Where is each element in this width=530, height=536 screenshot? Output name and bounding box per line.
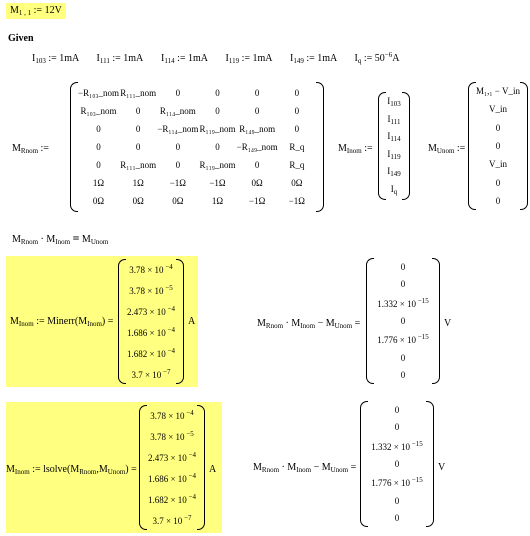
current-assignments	[32, 51, 399, 65]
mrnom-cell: 0	[175, 142, 181, 152]
constraint-equation[interactable]: $M_{Rnom} \cdot M_{Inom} = M_{Unom}$	[12, 231, 109, 246]
mrnom-cell: 0	[254, 106, 260, 116]
residual-entry: 1.332 × 10 $^{-15}$	[377, 296, 429, 309]
assign-iq[interactable]: $I_q$ := $50^{-6}A$	[354, 51, 400, 65]
assign-i149[interactable]: $I_{149}$ := 1mA	[290, 53, 338, 65]
mrnom-cell: 0	[135, 106, 141, 116]
mrnom-cell: −R₁₄₉_nom	[236, 142, 278, 152]
mrnom-cell: R₁₁₉_nom	[199, 124, 236, 134]
mrnom-cell: R₁₁₄_nom	[159, 106, 196, 116]
solution-entry: 3.78 × 10 $^{-5}$	[129, 284, 173, 296]
residual-entry: 0	[394, 495, 400, 506]
residual-entry: 0	[394, 422, 400, 433]
mrnom-cell: 0Ω	[172, 196, 184, 206]
residual-entry: 0	[400, 315, 406, 326]
residual-entry: 0	[400, 262, 406, 272]
minom-entry: $I_{149}$	[387, 166, 401, 179]
mrnom-cell: R₁₁₁_nom	[120, 160, 157, 170]
solution-entry: 1.682 × 10 $^{-4}$	[126, 347, 176, 359]
mrnom-cell: −1Ω	[209, 178, 226, 188]
mrnom-cell: 0Ω	[251, 178, 263, 188]
residual-2-label: $M_{Rnom} \cdot M_{Inom} - M_{Unom}$ =	[253, 462, 357, 474]
mrnom-label: $M_{Rnom}$ :=	[12, 143, 49, 155]
mrnom-cell: R₁₁₉_nom	[199, 160, 236, 170]
residual-2-vector	[360, 401, 434, 527]
munom-entry: 0	[495, 195, 501, 206]
minom-entry: $I_{103}$	[387, 96, 401, 108]
mrnom-cell: 0	[96, 142, 101, 152]
mrnom-cell: R₁₁₁_nom	[120, 88, 157, 98]
minerr-unit: A	[188, 316, 196, 327]
m11-definition[interactable]: $M_{1 , 1}$ := 12V	[6, 3, 66, 19]
lsolve-result-vector	[139, 405, 205, 530]
mrnom-cell: 1Ω	[92, 178, 105, 188]
residual-entry: 0	[400, 352, 406, 363]
assign-i114[interactable]: $I_{114}$ := 1mA	[161, 53, 209, 65]
minom-entry: $I_{114}$	[387, 131, 401, 144]
mrnom-cell: R₁₀₃_nom	[80, 106, 117, 116]
solution-entry: 3.78 × 10 $^{-4}$	[150, 409, 194, 421]
minom-label: $M_{Inom}$ :=	[338, 143, 373, 155]
residual-entry: 1.332 × 10 $^{-15}$	[371, 439, 423, 452]
lsolve-unit: A	[209, 464, 217, 475]
residual-1-unit: V	[444, 318, 452, 329]
mrnom-cell: 0	[96, 160, 101, 170]
solution-entry: 1.682 × 10 $^{-4}$	[147, 493, 197, 505]
residual-2-unit: V	[438, 462, 446, 473]
munom-entry: M₁,₁ − V_in	[476, 86, 520, 96]
solution-entry: 1.686 × 10 $^{-4}$	[147, 472, 197, 484]
solution-entry: 3.78 × 10 $^{-5}$	[150, 430, 194, 442]
mrnom-cell: 0Ω	[92, 196, 105, 206]
mrnom-cell: 0	[96, 124, 101, 134]
residual-entry: 0	[394, 458, 400, 469]
munom-label: $M_{Unom}$ :=	[428, 143, 466, 155]
solution-entry: 3.7 × 10 $^{-7}$	[152, 514, 192, 526]
mrnom-cell: 0Ω	[132, 196, 144, 206]
mrnom-cell: R_q	[289, 142, 305, 152]
mrnom-cell: −1Ω	[288, 196, 305, 206]
minom-entry: $I_q$	[390, 183, 398, 196]
residual-1-vector	[366, 258, 440, 384]
munom-entry: V_in	[489, 159, 507, 170]
residual-entry: 0	[400, 279, 406, 290]
residual-entry: 0	[400, 369, 406, 380]
munom-entry: 0	[495, 177, 501, 188]
munom-entry: 0	[495, 140, 501, 151]
solution-entry: 2.473 × 10 $^{-4}$	[147, 451, 197, 463]
given-keyword: Given	[8, 33, 34, 44]
solution-entry: 3.78 × 10 $^{-4}$	[129, 263, 173, 275]
assign-i103[interactable]: $I_{103}$ := 1mA	[32, 53, 80, 65]
mrnom-cell: 0	[135, 124, 141, 134]
mrnom-cell: R_q	[289, 160, 305, 170]
minom-vector[interactable]	[378, 92, 410, 200]
minom-entry: $I_{119}$	[387, 148, 401, 161]
mrnom-cell: 0Ω	[291, 178, 303, 188]
mrnom-cell: 0	[294, 88, 300, 98]
mrnom-cell: −R₁₁₄_nom	[157, 124, 199, 134]
munom-entry: V_in	[489, 104, 507, 115]
mrnom-cell: 0	[175, 160, 181, 170]
minerr-result-vector	[118, 259, 184, 384]
mrnom-cell: 0	[215, 106, 220, 116]
mrnom-cell: 0	[215, 142, 220, 152]
lsolve-solution-block[interactable]: $M_{Inom}$ := $lsolve(M_{Rnom},M_{Unom})$ = 3.78 × 10 $^{-4}$ 3.78 × 10 $^{-5}$ 2.473 × 10 $^{-4}$ 1.686 × 10 $^{-4}$ 1.682 × 10 $^{-4}$ 3.7 × 10 $^{-7}$ A	[6, 402, 222, 533]
residual-entry: 1.776 × 10 $^{-15}$	[371, 476, 423, 489]
solution-entry: 1.686 × 10 $^{-4}$	[126, 326, 176, 338]
mrnom-cell: 0	[175, 88, 181, 98]
solution-entry: 3.7 × 10 $^{-7}$	[131, 368, 171, 380]
mrnom-cell: 0	[215, 88, 220, 98]
mrnom-cell: R₁₄₉_nom	[239, 124, 276, 134]
mrnom-cell: −1Ω	[169, 178, 186, 188]
mrnom-cell: −1Ω	[249, 196, 266, 206]
mrnom-cell: 0	[294, 106, 300, 116]
munom-entry: 0	[495, 122, 501, 133]
mrnom-cell: 1Ω	[211, 196, 224, 206]
solution-entry: 2.473 × 10 $^{-4}$	[126, 305, 176, 317]
mrnom-cell: 0	[135, 142, 141, 152]
mrnom-cell: −R₁₀₃_nom	[78, 88, 119, 98]
minerr-solution-block[interactable]: $M_{Inom}$ := $Minerr(M_{Inom})$ = 3.78 × 10 $^{-4}$ 3.78 × 10 $^{-5}$ 2.473 × 10 $^{-4}$ 1.686 × 10 $^{-4}$ 1.682 × 10 $^{-4}$ 3.7 × 10 $^{-7}$ A	[6, 256, 198, 387]
assign-i119[interactable]: $I_{119}$ := 1mA	[225, 53, 273, 65]
mrnom-cell: 0	[254, 160, 260, 170]
minom-entry: $I_{111}$	[387, 113, 401, 126]
residual-entry: 1.776 × 10 $^{-15}$	[377, 333, 429, 346]
assign-i111[interactable]: $I_{111}$ := 1mA	[96, 53, 144, 65]
mrnom-matrix[interactable]	[70, 82, 324, 212]
mrnom-cell: 1Ω	[132, 178, 144, 188]
mrnom-cell: 0	[254, 88, 260, 98]
residual-1-label: $M_{Rnom} \cdot M_{Inom} - M_{Unom}$ =	[257, 318, 361, 330]
residual-entry: 0	[394, 405, 400, 415]
munom-vector[interactable]	[468, 82, 528, 210]
residual-entry: 0	[394, 512, 400, 523]
mrnom-cell: 0	[294, 124, 300, 134]
